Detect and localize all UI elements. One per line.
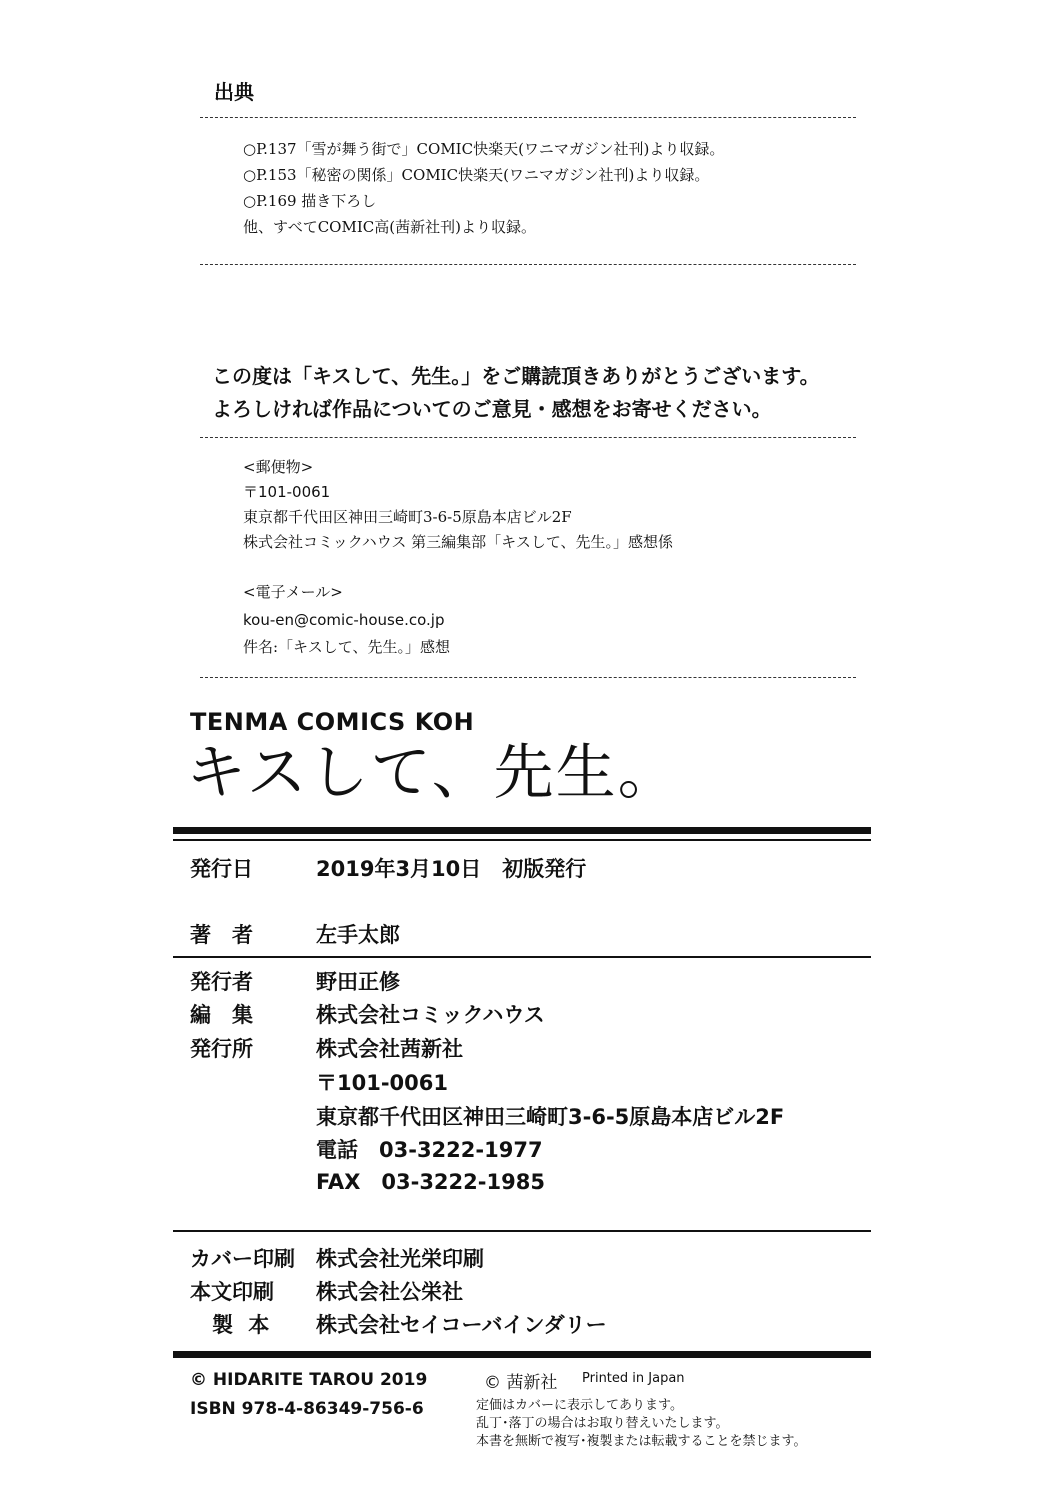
dashed-divider: [200, 264, 856, 265]
editor-name: 株式会社コミックハウス: [316, 1003, 545, 1027]
mail-recipient: 株式会社コミックハウス 第三編集部「キスして、先生。」感想係: [243, 533, 674, 551]
publisher-postal: 〒101-0061: [316, 1071, 448, 1095]
source-line: ○P.169 描き下ろし: [243, 192, 377, 210]
email-address: kou-en@comic-house.co.jp: [243, 611, 445, 629]
source-line: ○P.137「雪が舞う街で」COMIC快楽天(ワニマガジン社刊)より収録。: [243, 140, 725, 158]
text-print-label: 本文印刷: [190, 1280, 274, 1304]
publisher-person-label: 発行者: [190, 970, 253, 994]
price-note: 定価はカバーに表示してあります。: [476, 1398, 683, 1413]
editor-label: 編 集: [190, 1003, 253, 1027]
publisher-label: 発行所: [190, 1037, 253, 1061]
publisher-address: 東京都千代田区神田三崎町3-6-5原島本店ビル2F: [316, 1105, 785, 1129]
publisher-copyright: © 茜新社: [484, 1373, 558, 1393]
divider-rule: [173, 1230, 871, 1232]
cover-printer: 株式会社光栄印刷: [316, 1247, 484, 1271]
publisher-phone: 電話 03-3222-1977: [316, 1138, 543, 1162]
dashed-divider: [200, 117, 856, 118]
cover-print-label: カバー印刷: [190, 1247, 295, 1271]
mail-postal: 〒101-0061: [243, 483, 331, 501]
dashed-divider: [200, 677, 856, 678]
copy-prohibition-note: 本書を無断で複写･複製または転載することを禁じます。: [476, 1434, 807, 1449]
author-label: 著 者: [190, 923, 253, 947]
source-line: 他、すべてCOMIC高(茜新社刊)より収録。: [243, 218, 536, 236]
printed-in-japan: Printed in Japan: [582, 1371, 685, 1386]
issue-value: 2019年3月10日 初版発行: [316, 857, 587, 881]
book-title: キスして、先生。: [186, 738, 680, 808]
series-name: TENMA COMICS KOH: [190, 708, 475, 736]
issue-label: 発行日: [190, 857, 253, 881]
author-name: 左手太郎: [316, 923, 400, 947]
binding-label: 製 本: [212, 1313, 274, 1337]
mail-address: 東京都千代田区神田三崎町3-6-5原島本店ビル2F: [243, 508, 572, 526]
source-heading: 出典: [214, 80, 254, 104]
source-line: ○P.153「秘密の関係」COMIC快楽天(ワニマガジン社刊)より収録。: [243, 166, 710, 184]
dashed-divider: [200, 437, 856, 438]
email-subject: 件名:「キスして、先生。」感想: [243, 638, 450, 656]
binder-name: 株式会社セイコーバインダリー: [316, 1313, 607, 1337]
title-rule-thin: [173, 839, 871, 841]
isbn: ISBN 978-4-86349-756-6: [190, 1399, 424, 1419]
replacement-note: 乱丁･落丁の場合はお取り替えいたします。: [476, 1416, 729, 1431]
thanks-message: この度は「キスして、先生。」をご購読頂きありがとうございます。: [212, 364, 820, 388]
footer-rule: [173, 1351, 871, 1358]
text-printer: 株式会社公栄社: [316, 1280, 463, 1304]
copyright: © HIDARITE TAROU 2019: [190, 1370, 428, 1390]
publisher-person: 野田正修: [316, 970, 400, 994]
mail-heading: <郵便物>: [243, 458, 314, 476]
publisher-fax: FAX 03-3222-1985: [316, 1170, 545, 1194]
feedback-request: よろしければ作品についてのご意見・感想をお寄せください。: [212, 397, 772, 421]
email-heading: <電子メール>: [243, 583, 343, 601]
divider-rule: [173, 956, 871, 958]
title-rule-thick: [173, 827, 871, 834]
publisher-name: 株式会社茜新社: [316, 1037, 463, 1061]
